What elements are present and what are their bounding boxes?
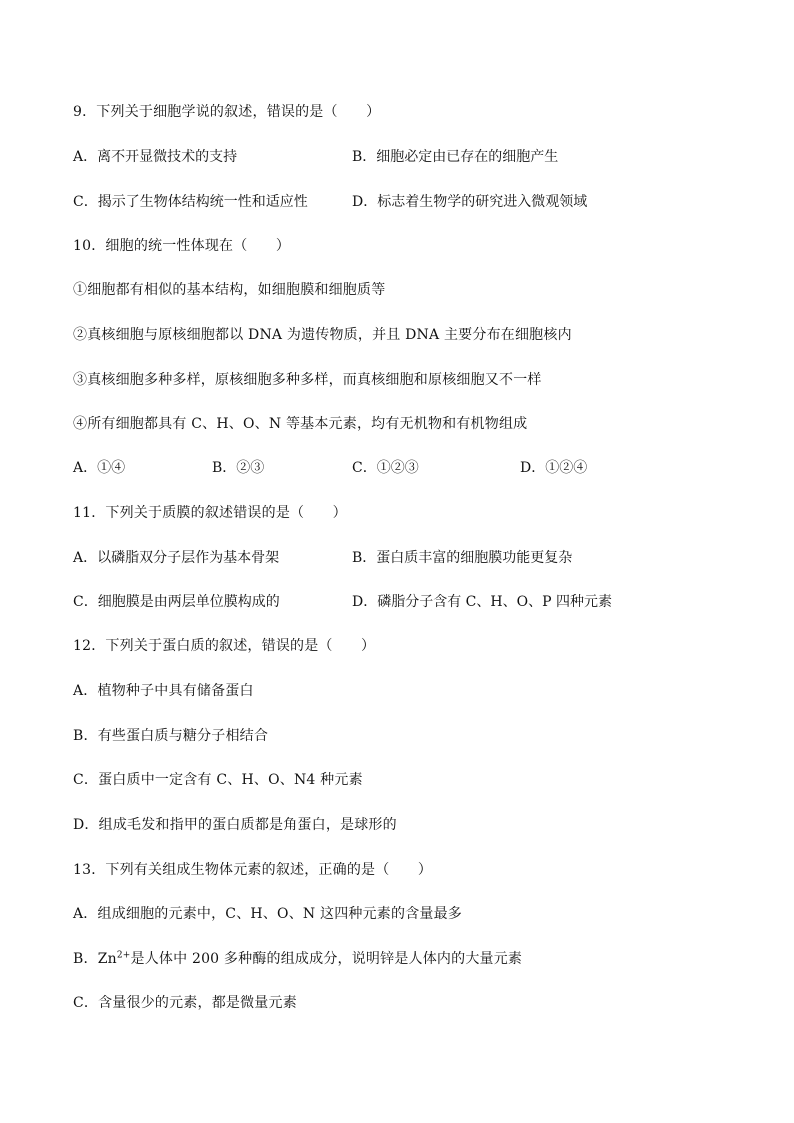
question-10-statement-3: ③真核细胞多种多样，原核细胞多种多样，而真核细胞和原核细胞又不一样 xyxy=(73,372,542,388)
zinc-ion-charge: 2+ xyxy=(116,950,131,961)
question-10-stem: 10．细胞的统一性体现在（ ） xyxy=(73,238,291,254)
question-10-option-c: C．①②③ xyxy=(352,460,419,476)
question-9-option-a: A．离不开显微技术的支持 xyxy=(73,149,238,165)
question-11-option-c: C．细胞膜是由两层单位膜构成的 xyxy=(73,594,280,610)
question-13-option-b-text: 是人体中 200 多种酶的组成成分，说明锌是人体内的大量元素 xyxy=(130,951,523,967)
question-12-option-a: A．植物种子中具有储备蛋白 xyxy=(73,683,254,699)
question-11-option-d: D．磷脂分子含有 C、H、O、P 四种元素 xyxy=(352,594,612,610)
question-13-option-c: C．含量很少的元素，都是微量元素 xyxy=(73,995,297,1011)
question-9-option-c: C．揭示了生物体结构统一性和适应性 xyxy=(73,194,308,210)
question-9-option-d: D．标志着生物学的研究进入微观领域 xyxy=(352,194,588,210)
question-12-option-c: C．蛋白质中一定含有 C、H、O、N4 种元素 xyxy=(73,772,363,788)
question-9-stem: 9．下列关于细胞学说的叙述，错误的是（ ） xyxy=(73,104,381,120)
question-11-option-b: B．蛋白质丰富的细胞膜功能更复杂 xyxy=(352,550,573,566)
question-9-option-b: B．细胞必定由已存在的细胞产生 xyxy=(352,149,559,165)
question-13-option-b xyxy=(73,950,522,968)
question-10-statement-4: ④所有细胞都具有 C、H、O、N 等基本元素，均有无机物和有机物组成 xyxy=(73,416,528,432)
question-11-stem: 11．下列关于质膜的叙述错误的是（ ） xyxy=(73,505,347,521)
question-13-stem: 13．下列有关组成生物体元素的叙述，正确的是（ ） xyxy=(73,862,433,878)
question-10-option-d: D．①②④ xyxy=(520,460,588,476)
question-10-option-a: A．①④ xyxy=(73,460,126,476)
question-12-stem: 12．下列关于蛋白质的叙述，错误的是（ ） xyxy=(73,638,376,654)
question-13-option-b-prefix: B．Zn xyxy=(73,951,117,967)
question-10-statement-1: ①细胞都有相似的基本结构，如细胞膜和细胞质等 xyxy=(73,282,386,298)
question-12-option-d: D．组成毛发和指甲的蛋白质都是角蛋白，是球形的 xyxy=(73,817,397,833)
question-10-statement-2: ②真核细胞与原核细胞都以 DNA 为遗传物质，并且 DNA 主要分布在细胞核内 xyxy=(73,327,572,343)
question-10-option-b: B．②③ xyxy=(212,460,265,476)
question-11-option-a: A．以磷脂双分子层作为基本骨架 xyxy=(73,550,280,566)
question-13-option-a: A．组成细胞的元素中，C、H、O、N 这四种元素的含量最多 xyxy=(73,906,463,922)
question-12-option-b: B．有些蛋白质与糖分子相结合 xyxy=(73,728,269,744)
